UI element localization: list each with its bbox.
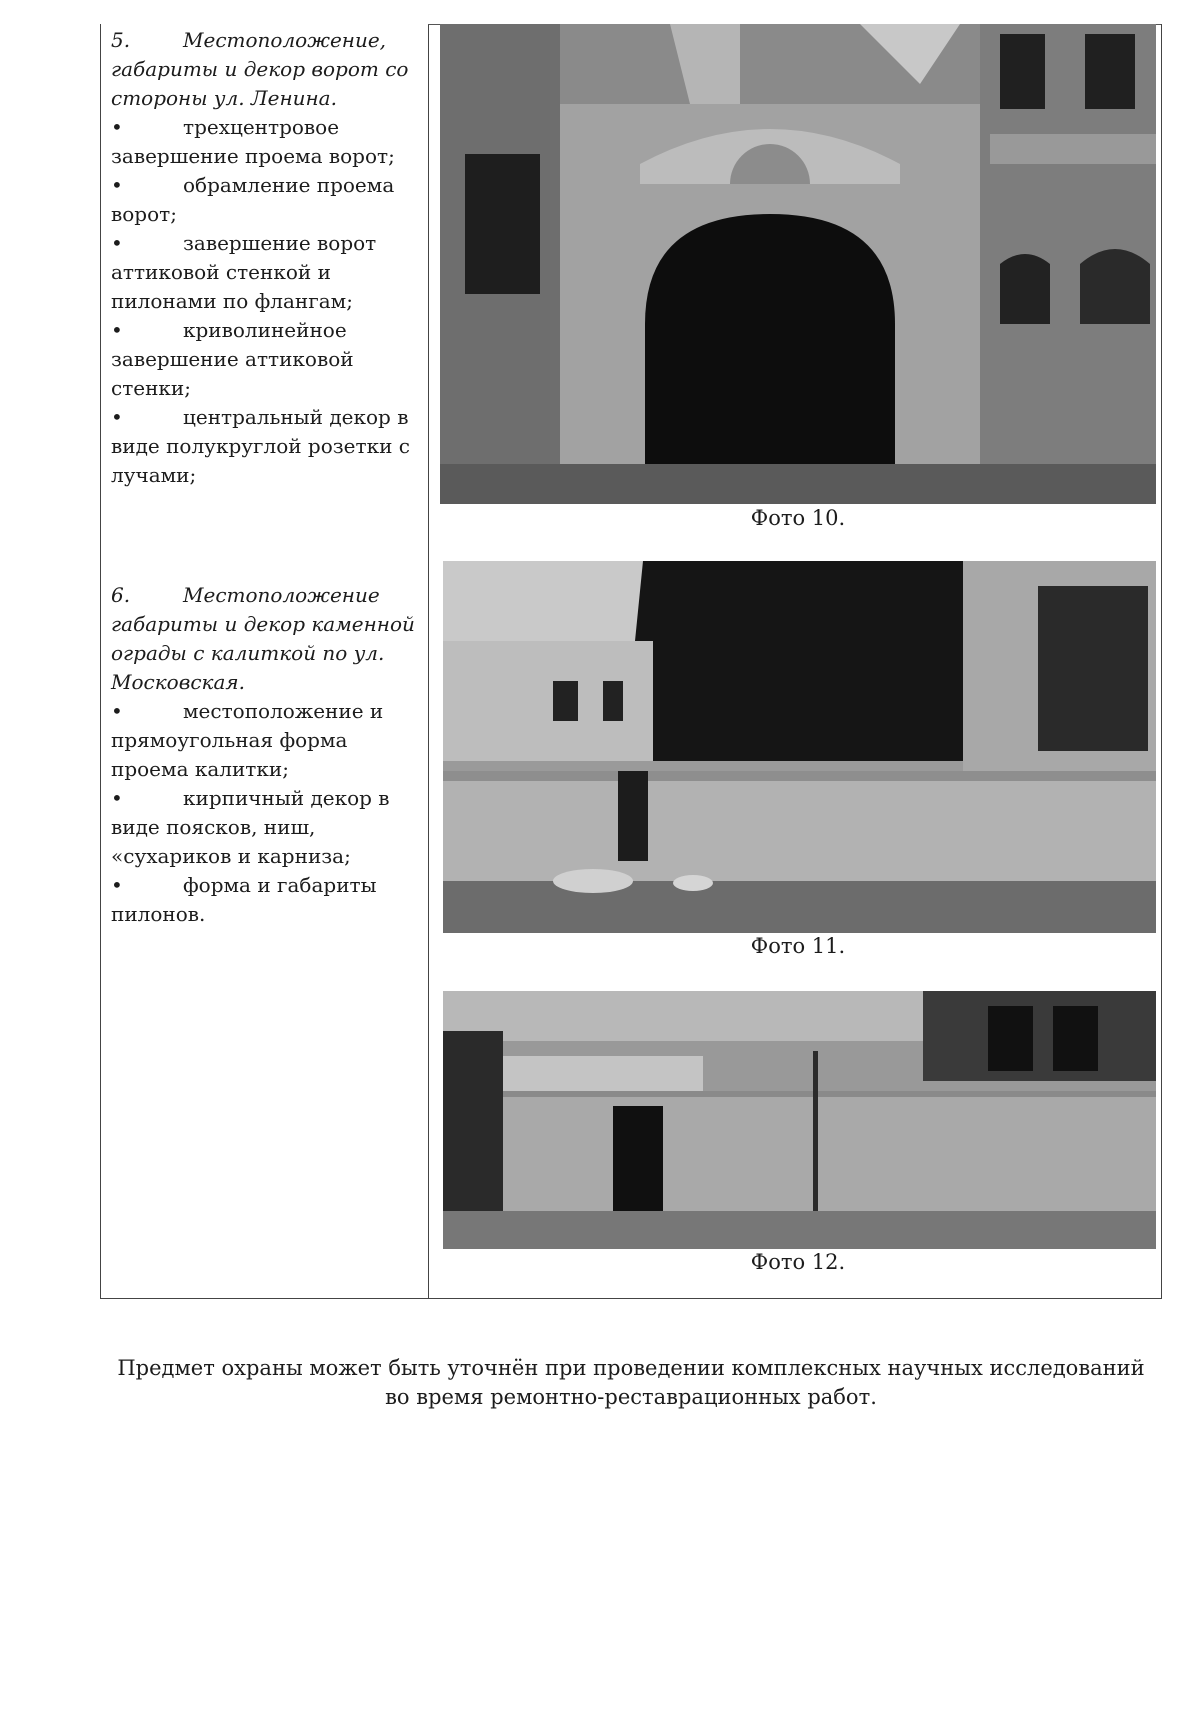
column-divider [428,24,429,1298]
section-5-item: • центральный декор в виде полукруглой розетки с лучами; [111,405,410,487]
bullet-icon: • [111,115,123,139]
photo-11-caption: Фото 11. [750,934,846,958]
footer-note [100,1354,1162,1412]
section-5-item: • обрамление проема ворот; [111,173,395,226]
bullet-icon: • [111,699,123,723]
photo-10-caption: Фото 10. [750,506,846,530]
bullet-icon: • [111,405,123,429]
section-6-item: • кирпичный декор в виде поясков, ниш, «сухариков и карниза; [111,786,390,868]
footer-line-1: Предмет охраны может быть уточнён при проведении комплексных научных исследований [117,1356,1145,1380]
section-6-item: • местоположение и прямоугольная форма проема калитки; [111,699,384,781]
footer-line-2: во время ремонтно-реставрационных работ. [385,1385,877,1409]
photo-10-gate [440,24,1156,504]
photo-12-gate-front [443,991,1156,1249]
bullet-icon: • [111,873,123,897]
section-5-item: • завершение ворот аттиковой стенкой и пилонами по флангам; [111,231,377,313]
bullet-icon: • [111,318,123,342]
section-5-item: • криволинейное завершение аттиковой стенки; [111,318,354,400]
section-5-heading-text: Местоположение, габариты и декор ворот со стороны ул. Ленина. [111,28,409,110]
section-5-item: • трехцентровое завершение проема ворот; [111,115,395,168]
photo-12-caption: Фото 12. [750,1250,846,1274]
section-5-text [111,26,418,490]
section-6-item: • форма и габариты пилонов. [111,873,377,926]
photo-11-fence [443,561,1156,933]
section-6-heading [111,581,418,697]
bullet-icon: • [111,231,123,255]
section-6-number: 6. [111,583,131,607]
section-6-text [111,581,418,929]
section-5-heading [111,26,418,113]
section-5-number: 5. [111,28,131,52]
section-6-heading-text: Местоположение габариты и декор каменной ограды с калиткой по ул. Московская. [111,583,415,694]
bullet-icon: • [111,786,123,810]
bullet-icon: • [111,173,123,197]
